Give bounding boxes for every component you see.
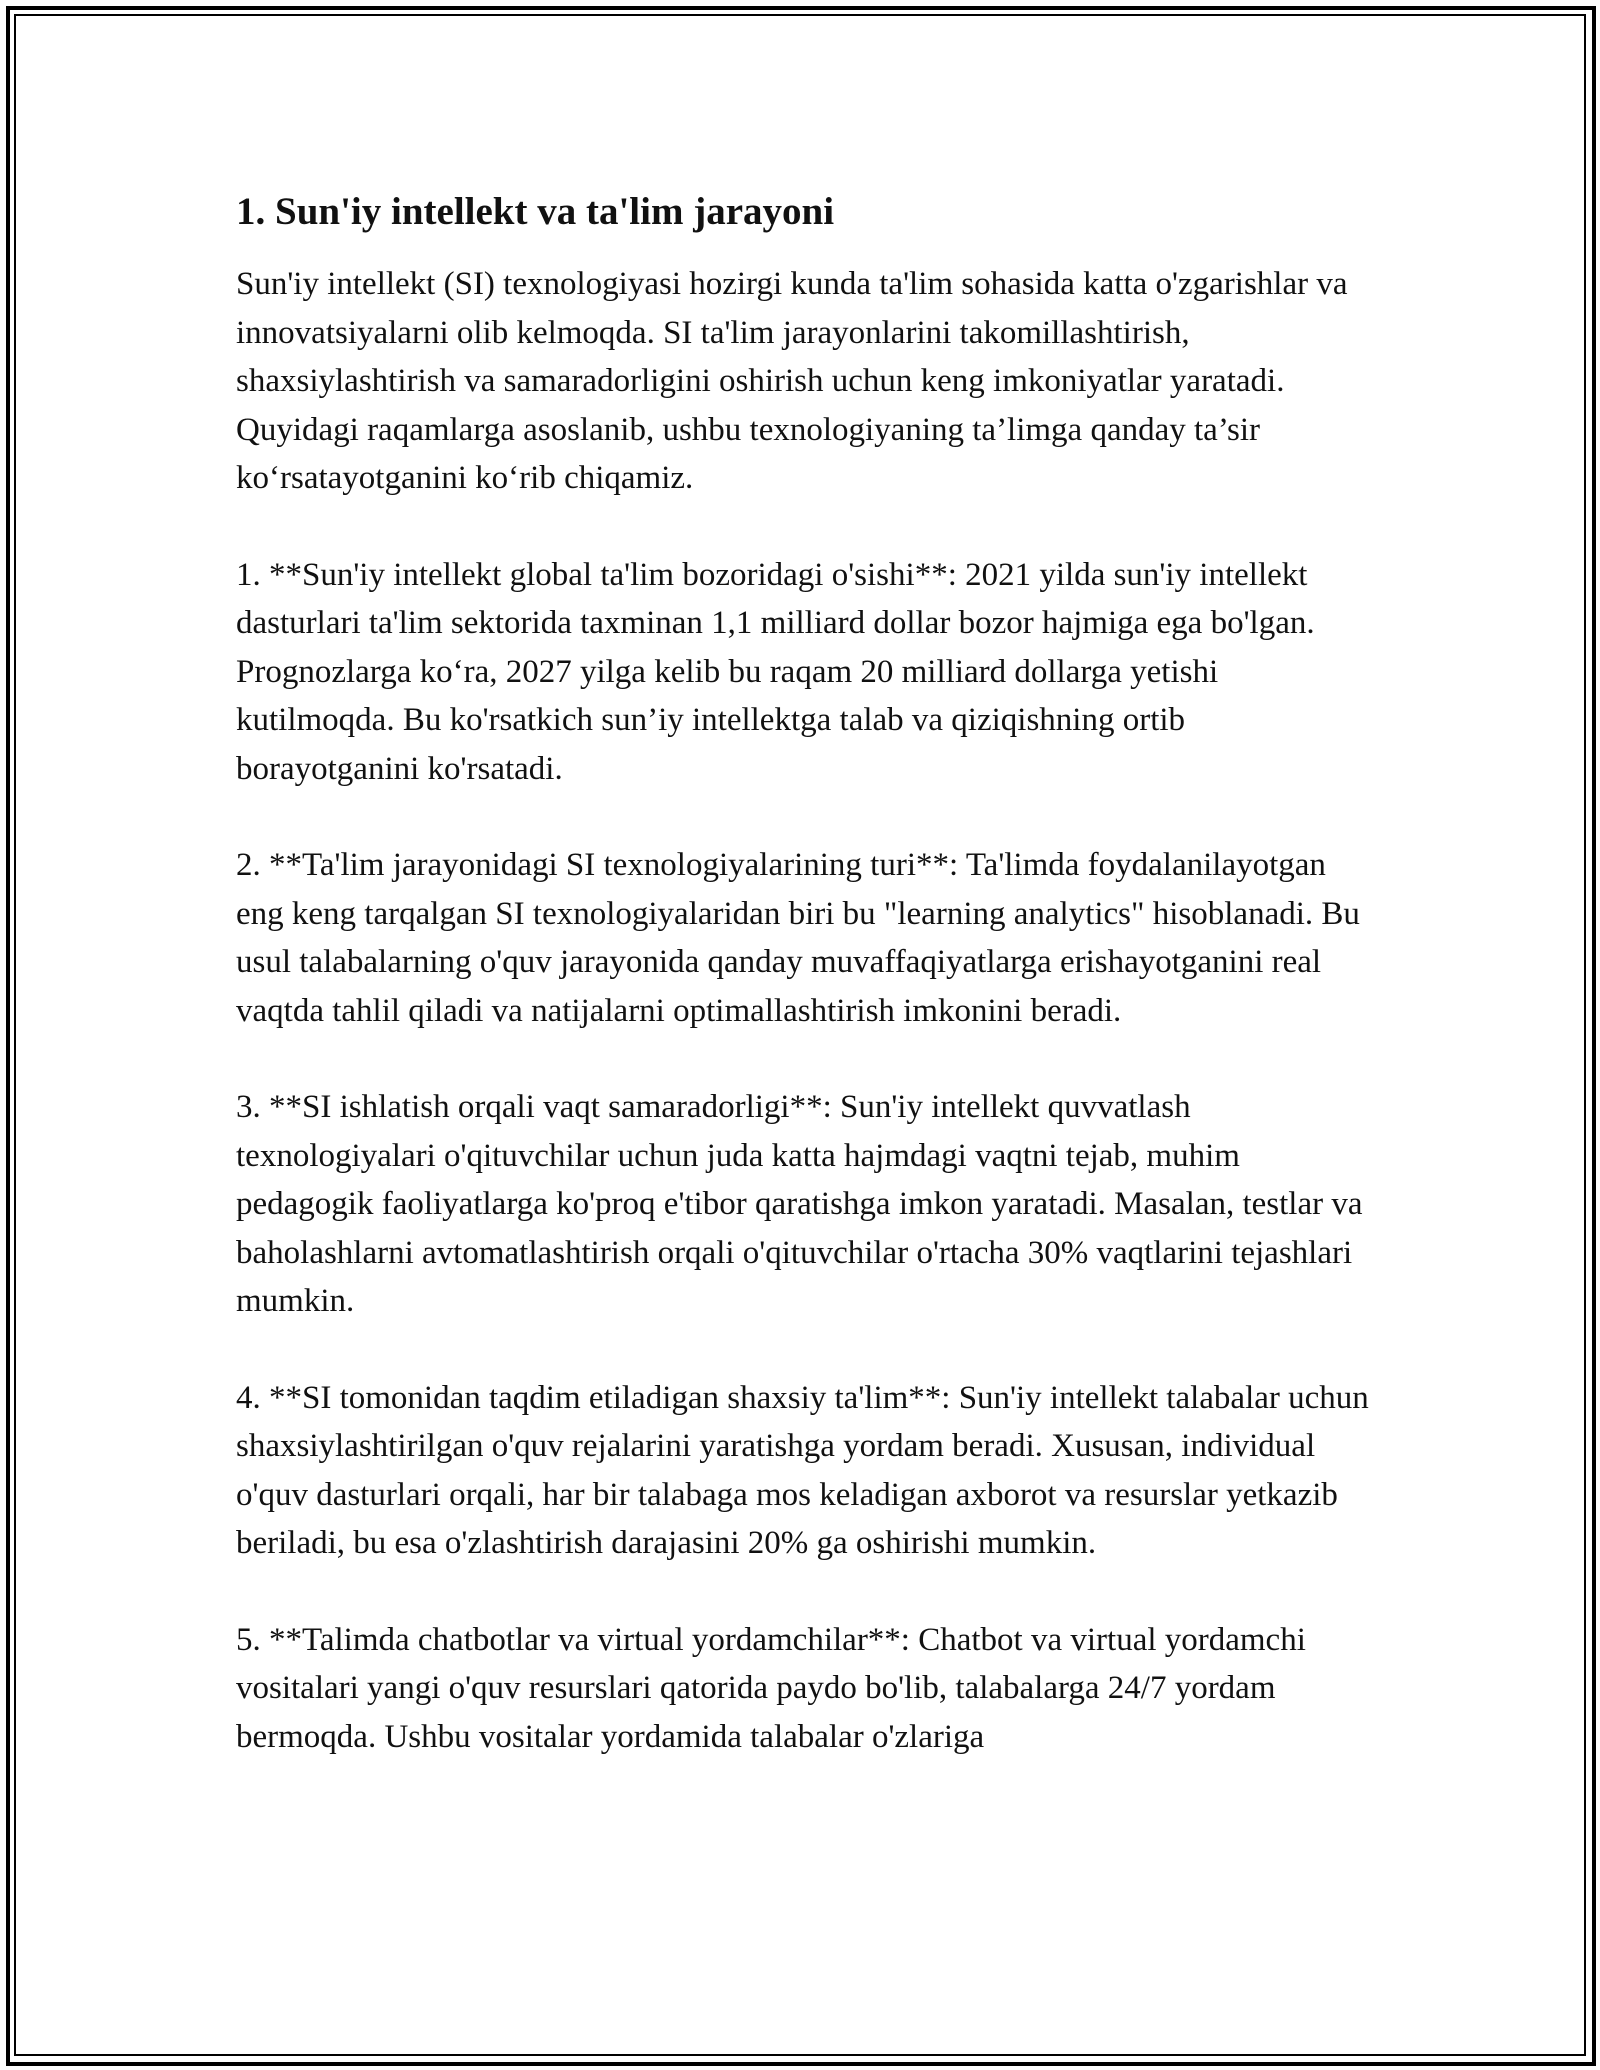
point-1-paragraph: 1. **Sun'iy intellekt global ta'lim bozoridagi o'sishi**: 2021 yilda sun'iy intellekt dasturlari ta'lim sektorida taxminan 1,1 milliard dollar bozor hajmiga ega bo'lgan. Prognozlarga ko‘ra, 2027 yilga kelib bu raqam 20 milliard dollarga yetishi kutilmoqda. Bu ko'rsatkich sun’iy intellektga talab va qiziqishning ortib borayotganini ko'rsatadi. (236, 556, 1315, 787)
document-body (236, 186, 1376, 1809)
point-5-paragraph: 5. **Talimda chatbotlar va virtual yordamchilar**: Chatbot va virtual yordamchi vositalari yangi o'quv resurslari qatorida paydo bo'lib, talabalarga 24/7 yordam bermoqda. Ushbu vositalar yordamida talabalar o'zlariga (236, 1621, 1306, 1755)
point-4-paragraph: 4. **SI tomonidan taqdim etiladigan shaxsiy ta'lim**: Sun'iy intellekt talabalar uchun shaxsiylashtirilgan o'quv rejalarini yaratishga yordam beradi. Xususan, individual o'quv dasturlari orqali, har bir talabaga mos keladigan axborot va resurslar yetkazib beriladi, bu esa o'zlashtirish darajasini 20% ga oshirishi mumkin. (236, 1379, 1369, 1561)
point-2-paragraph: 2. **Ta'lim jarayonidagi SI texnologiyalarining turi**: Ta'limda foydalanilayotgan eng keng tarqalgan SI texnologiyalaridan biri bu "learning analytics" hisoblanadi. Bu usul talabalarning o'quv jarayonida qanday muvaffaqiyatlarga erishayotganini real vaqtda tahlil qiladi va natijalarni optimallashtirish imkonini beradi. (236, 847, 1360, 1029)
point-3-paragraph: 3. **SI ishlatish orqali vaqt samaradorligi**: Sun'iy intellekt quvvatlash texnologiyalari o'qituvchilar uchun juda katta hajmdagi vaqtni tejab, muhim pedagogik faoliyatlarga ko'proq e'tibor qaratishga imkon yaratadi. Masalan, testlar va baholashlarni avtomatlashtirish orqali o'qituvchilar o'rtacha 30% vaqtlarini tejashlari mumkin. (236, 1089, 1363, 1319)
section-heading: 1. Sun'iy intellekt va ta'lim jarayoni (236, 190, 835, 233)
intro-paragraph: Sun'iy intellekt (SI) texnologiyasi hozirgi kunda ta'lim sohasida katta o'zgarishlar va innovatsiyalarni olib kelmoqda. SI ta'lim jarayonlarini takomillashtirish, shaxsiylashtirish va samaradorligini oshirish uchun keng imkoniyatlar yaratadi. Quyidagi raqamlarga asoslanib, ushbu texnologiyaning ta’limga qanday ta’sir ko‘rsatayotganini ko‘rib chiqamiz. (236, 266, 1348, 496)
